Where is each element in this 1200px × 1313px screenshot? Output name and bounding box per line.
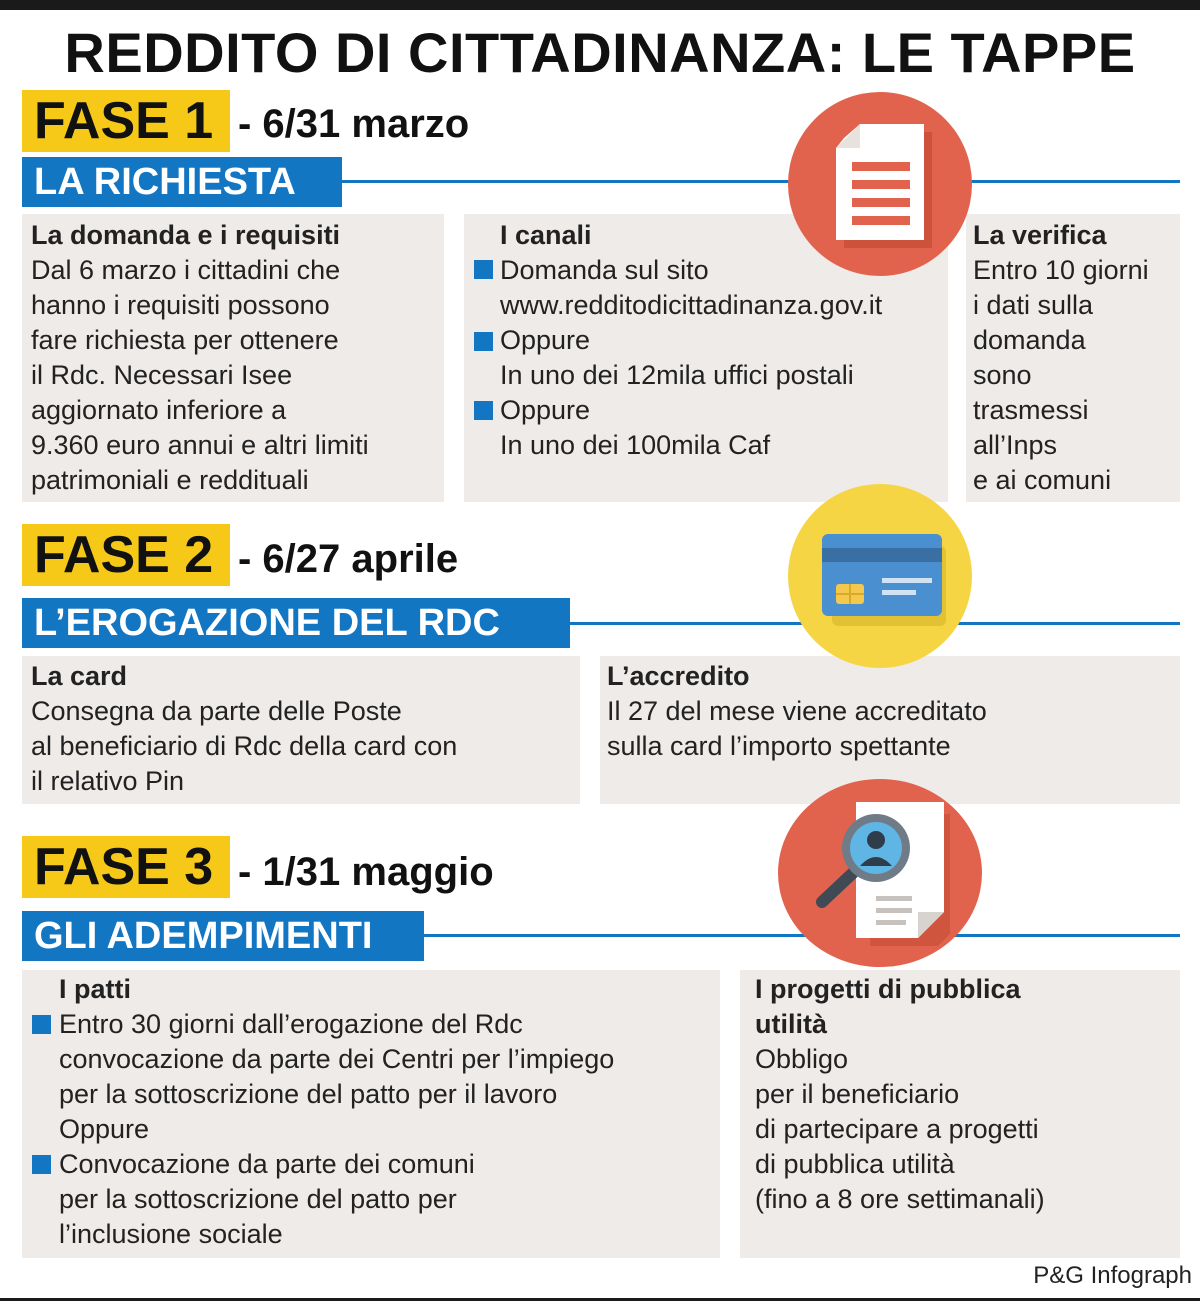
text-line: Entro 10 giorni	[973, 255, 1149, 285]
document-icon	[786, 90, 974, 278]
text-line: Entro 30 giorni dall’erogazione del Rdc	[59, 1009, 523, 1039]
text-line: (fino a 8 ore settimanali)	[755, 1184, 1045, 1214]
text-line: Domanda sul sito	[500, 255, 709, 285]
text-line: e ai comuni	[973, 465, 1112, 495]
text-line: al beneficiario di Rdc della card con	[31, 731, 458, 761]
bullet-square-icon	[474, 260, 493, 279]
bottom-rule	[0, 1298, 1200, 1301]
phase-1-section-label: LA RICHIESTA	[22, 157, 342, 207]
text-line: Consegna da parte delle Poste	[31, 696, 402, 726]
panel-patti-heading: I patti	[59, 974, 131, 1004]
phase-2-date: - 6/27 aprile	[238, 537, 459, 581]
panel-accredito-text	[607, 659, 987, 764]
text-line: all’Inps	[973, 430, 1058, 460]
text-line: Convocazione da parte dei comuni	[59, 1149, 475, 1179]
text-line: In uno dei 100mila Caf	[500, 430, 771, 460]
text-line: per la sottoscrizione del patto per il lavoro	[59, 1079, 558, 1109]
credit-card-icon	[786, 482, 974, 670]
text-line: trasmessi	[973, 395, 1089, 425]
phase-3-date: - 1/31 maggio	[238, 850, 494, 894]
panel-progetti-heading: I progetti di pubblica	[755, 974, 1021, 1004]
bullet-square-icon	[32, 1155, 51, 1174]
panel-accredito-heading: L’accredito	[607, 661, 750, 691]
panel-patti-text	[59, 972, 614, 1252]
text-line: Dal 6 marzo i cittadini che	[31, 255, 341, 285]
text-line: l’inclusione sociale	[59, 1219, 283, 1249]
text-line: di pubblica utilità	[755, 1149, 955, 1179]
phase-3-section-label: GLI ADEMPIMENTI	[22, 911, 424, 961]
panel-card-heading: La card	[31, 661, 128, 691]
text-line: Oppure	[500, 325, 591, 355]
phase-2-section-label: L’EROGAZIONE DEL RDC	[22, 598, 570, 648]
text-line: hanno i requisiti possono	[31, 290, 330, 320]
text-line: i dati sulla	[973, 290, 1094, 320]
panel-card-text	[31, 659, 457, 799]
phase-1-date: - 6/31 marzo	[238, 102, 470, 146]
text-line: 9.360 euro annui e altri limiti	[31, 430, 369, 460]
page-title: REDDITO DI CITTADINANZA: LE TAPPE	[64, 21, 1136, 84]
panel-canali-heading: I canali	[500, 220, 592, 250]
phase-3-badge: FASE 3	[22, 836, 230, 898]
phase-1-badge: FASE 1	[22, 90, 230, 152]
text-line: di partecipare a progetti	[755, 1114, 1039, 1144]
phase-2-badge: FASE 2	[22, 524, 230, 586]
text-line: Oppure	[500, 395, 591, 425]
phase-1-rule	[330, 180, 1180, 183]
bullet-square-icon	[474, 332, 493, 351]
panel-verifica-text	[973, 218, 1149, 498]
panel-progetti-heading: utilità	[755, 1009, 827, 1039]
text-line: aggiornato inferiore a	[31, 395, 287, 425]
text-line: per la sottoscrizione del patto per	[59, 1184, 457, 1214]
panel-domanda-text	[31, 218, 369, 498]
panel-domanda-heading: La domanda e i requisiti	[31, 220, 341, 250]
text-line: fare richiesta per ottenere	[31, 325, 339, 355]
text-line: www.redditodicittadinanza.gov.it	[500, 290, 883, 320]
text-line: Oppure	[59, 1114, 150, 1144]
panel-verifica-heading: La verifica	[973, 220, 1107, 250]
text-line: sono	[973, 360, 1032, 390]
bullet-square-icon	[32, 1015, 51, 1034]
text-line: In uno dei 12mila uffici postali	[500, 360, 854, 390]
text-line: convocazione da parte dei Centri per l’impiego	[59, 1044, 615, 1074]
panel-progetti-text	[755, 972, 1045, 1217]
text-line: Obbligo	[755, 1044, 849, 1074]
top-rule	[0, 0, 1200, 10]
text-line: domanda	[973, 325, 1086, 355]
bullet-square-icon	[474, 401, 493, 420]
text-line: per il beneficiario	[755, 1079, 960, 1109]
text-line: il Rdc. Necessari Isee	[31, 360, 293, 390]
text-line: sulla card l’importo spettante	[607, 731, 951, 761]
magnifier-document-icon	[778, 778, 982, 968]
credit-label: P&G Infograph	[1033, 1262, 1192, 1289]
text-line: patrimoniali e reddituali	[31, 465, 309, 495]
text-line: il relativo Pin	[31, 766, 185, 796]
text-line: Il 27 del mese viene accreditato	[607, 696, 987, 726]
